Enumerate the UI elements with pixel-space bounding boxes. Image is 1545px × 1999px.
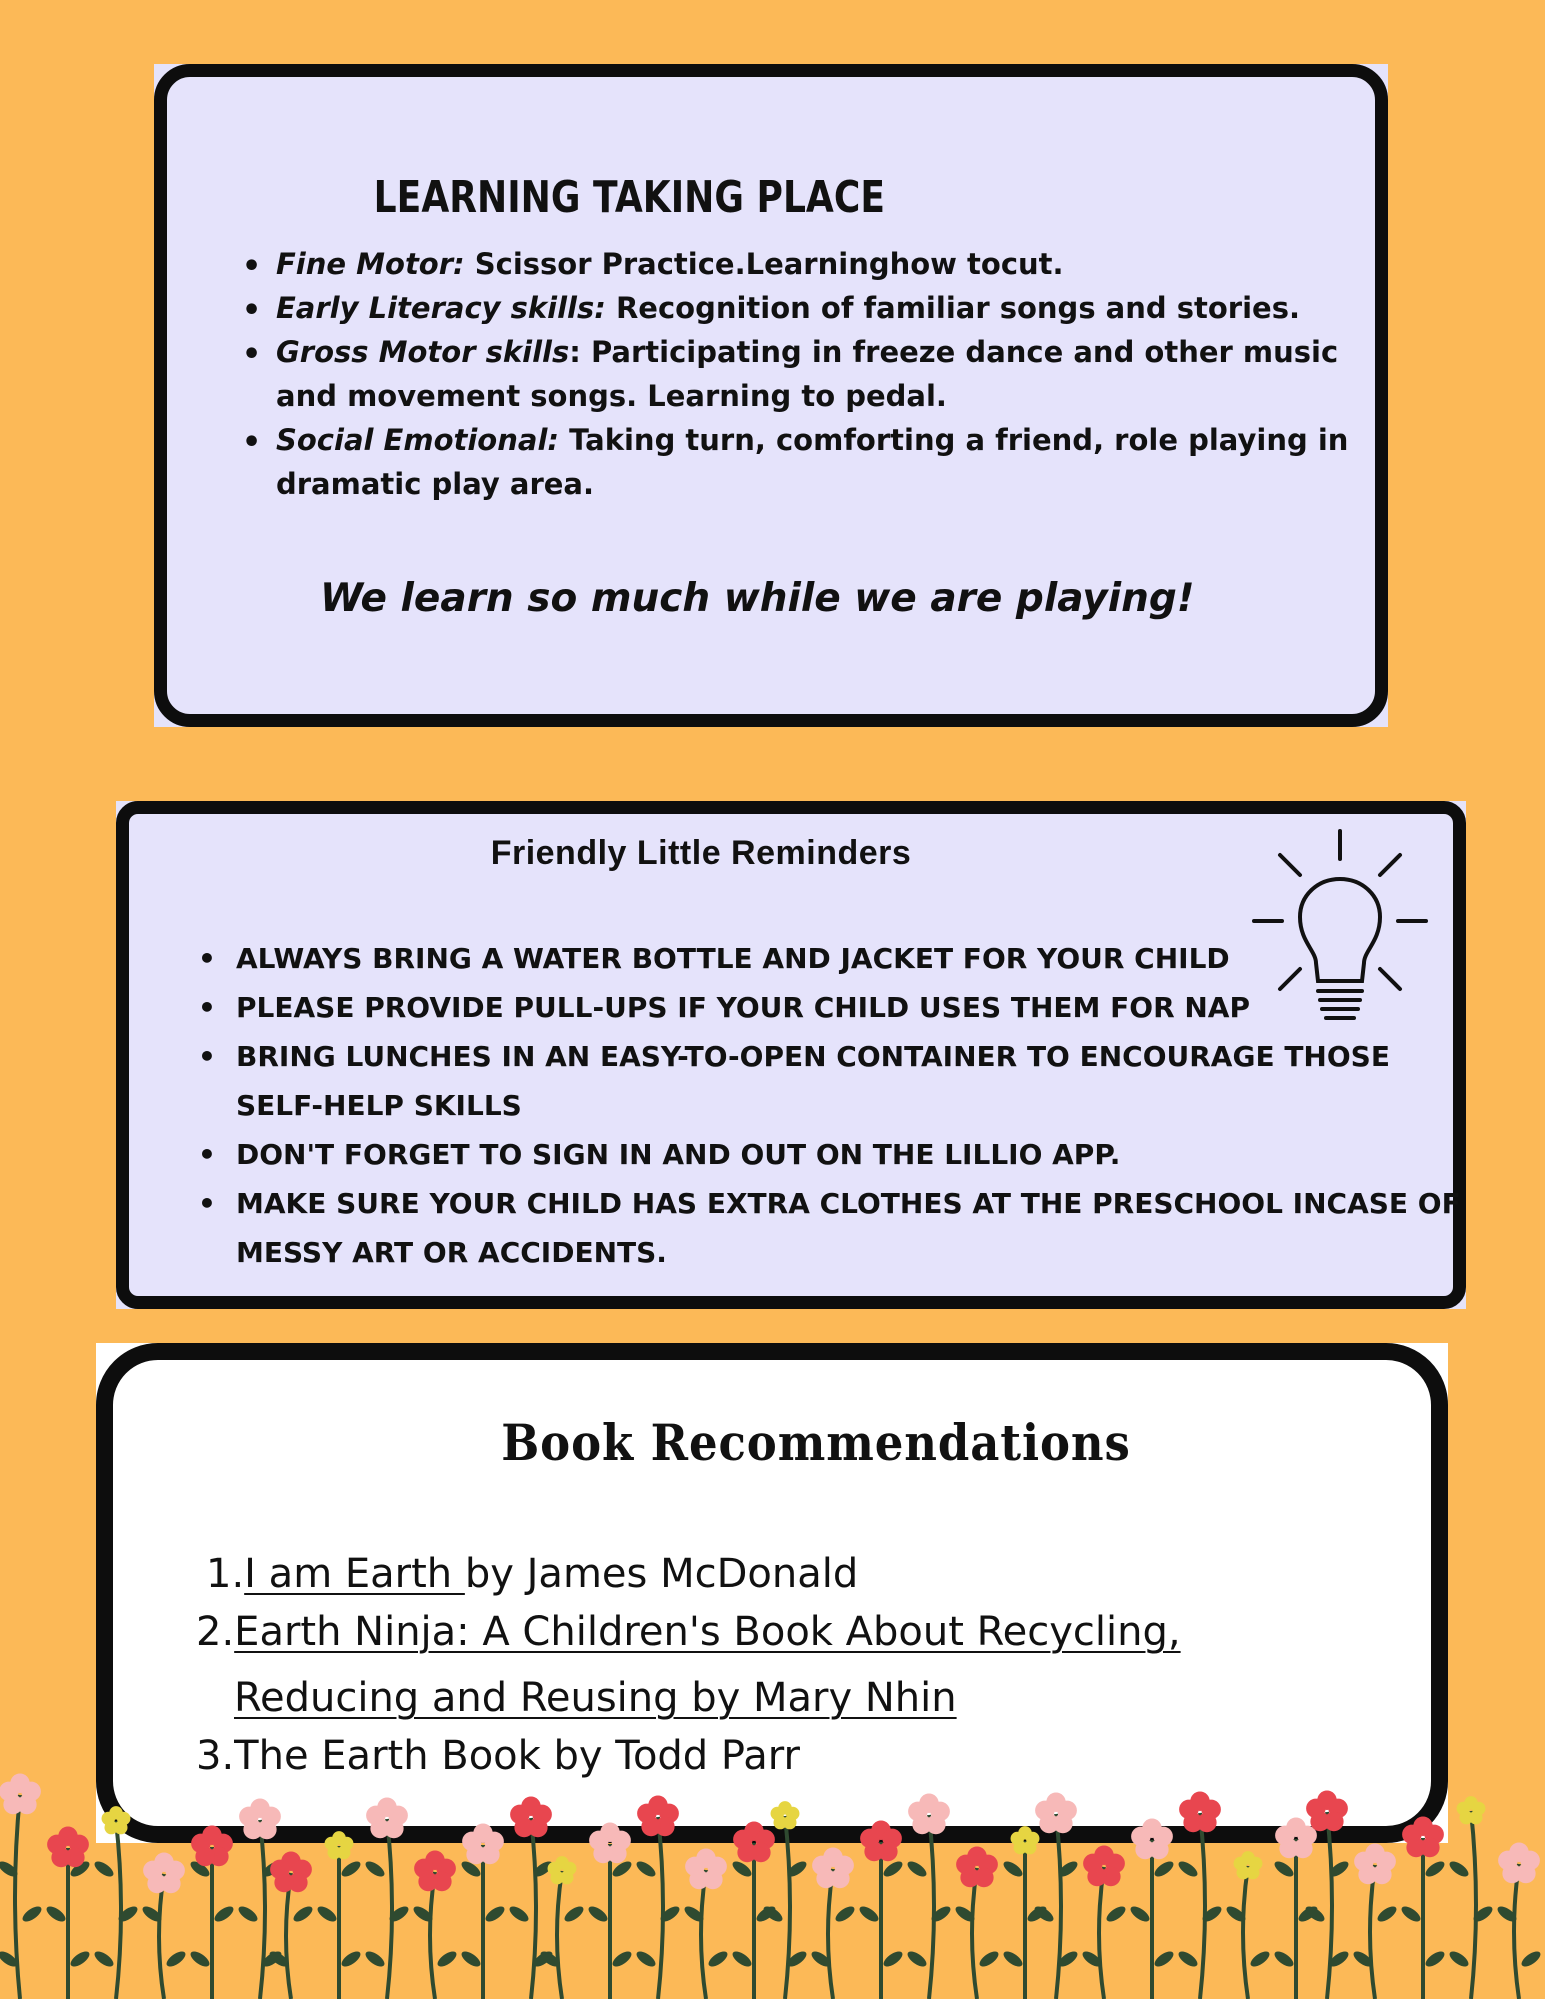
books-title: Book Recommendations	[501, 1413, 1131, 1472]
reminders-title: Friendly Little Reminders	[490, 834, 912, 872]
learning-item-label: Fine Motor:	[276, 247, 465, 281]
learning-card	[154, 64, 1388, 727]
books-list	[196, 1546, 1396, 1784]
book-title: The Earth Book by Todd Parr	[234, 1733, 800, 1779]
learning-item	[276, 242, 1402, 286]
learning-item-label: Early Literacy skills:	[276, 291, 606, 325]
flower	[857, 1821, 905, 1999]
flower-border	[0, 1755, 1545, 1999]
book-item	[196, 1546, 1396, 1602]
flower	[0, 1774, 44, 1999]
book-title-continued[interactable]: Reducing and Reusing by Mary Nhin	[234, 1675, 957, 1721]
learning-item-text: : Participating in freeze dance and other music and movement songs. Learning to pedal.	[276, 335, 1339, 413]
flower	[682, 1849, 730, 1999]
reminder-item: • ALWAYS BRING A WATER BOTTLE AND JACKET FOR YOUR CHILD	[236, 934, 1466, 983]
flower	[1303, 1791, 1351, 1999]
flower	[507, 1797, 555, 1999]
flower	[1176, 1792, 1224, 1999]
book-title-link[interactable]: I am Earth	[244, 1551, 465, 1597]
learning-item-text: Taking turn, comforting a friend, role playing in dramatic play area.	[276, 423, 1349, 501]
learning-item-label: Gross Motor skills	[276, 335, 570, 369]
flower	[459, 1824, 507, 1999]
book-number: 1.	[206, 1551, 245, 1597]
reminder-item: • MAKE SURE YOUR CHILD HAS EXTRA CLOTHES AT THE PRESCHOOL INCASE OF MESSY ART OR ACCIDENTS.	[236, 1179, 1466, 1277]
learning-item	[276, 330, 1402, 418]
learning-title: LEARNING TAKING PLACE	[373, 172, 885, 223]
learning-slogan: We learn so much while we are playing!	[320, 576, 1195, 621]
flower	[634, 1796, 682, 1999]
flower	[188, 1826, 236, 1999]
flower	[809, 1848, 857, 1999]
flower	[140, 1853, 188, 1999]
book-title-link[interactable]: Earth Ninja: A Children's Book About Recycling,	[234, 1609, 1181, 1655]
reminder-item: • PLEASE PROVIDE PULL-UPS IF YOUR CHILD USES THEM FOR NAP	[236, 983, 1466, 1032]
book-item	[196, 1602, 1396, 1728]
flower	[315, 1831, 363, 1999]
learning-item-label: Social Emotional:	[276, 423, 559, 457]
flower	[1351, 1844, 1399, 1999]
book-number: 2.	[196, 1609, 235, 1655]
learning-item	[276, 418, 1402, 506]
book-number: 3.	[196, 1733, 235, 1779]
flower	[586, 1823, 634, 1999]
book-author: by James McDonald	[464, 1551, 859, 1597]
flower	[905, 1794, 953, 1999]
flower	[411, 1851, 459, 1999]
flower	[363, 1798, 411, 1999]
learning-item-text: Scissor Practice.Learninghow tocut.	[464, 247, 1064, 281]
flower	[1032, 1793, 1080, 1999]
flower	[44, 1827, 92, 1999]
flower	[538, 1856, 586, 1999]
reminder-item: • DON'T FORGET TO SIGN IN AND OUT ON THE LILLIO APP.	[236, 1130, 1466, 1179]
flower	[1224, 1851, 1272, 1999]
flower	[236, 1799, 284, 1999]
flower	[953, 1847, 1001, 1999]
flower	[92, 1806, 140, 1999]
flower	[1447, 1796, 1495, 1999]
flower	[1495, 1843, 1543, 1999]
flower	[1080, 1846, 1128, 1999]
reminder-item: • BRING LUNCHES IN AN EASY-TO-OPEN CONTAINER TO ENCOURAGE THOSE SELF-HELP SKILLS	[236, 1032, 1466, 1130]
learning-item-text: Recognition of familiar songs and stories.	[605, 291, 1300, 325]
flower	[1399, 1817, 1447, 1999]
reminders-card	[116, 801, 1466, 1309]
learning-list	[242, 242, 1402, 506]
reminders-list	[202, 934, 1466, 1277]
flower	[267, 1852, 315, 1999]
flower	[1128, 1819, 1176, 1999]
learning-item	[276, 286, 1402, 330]
